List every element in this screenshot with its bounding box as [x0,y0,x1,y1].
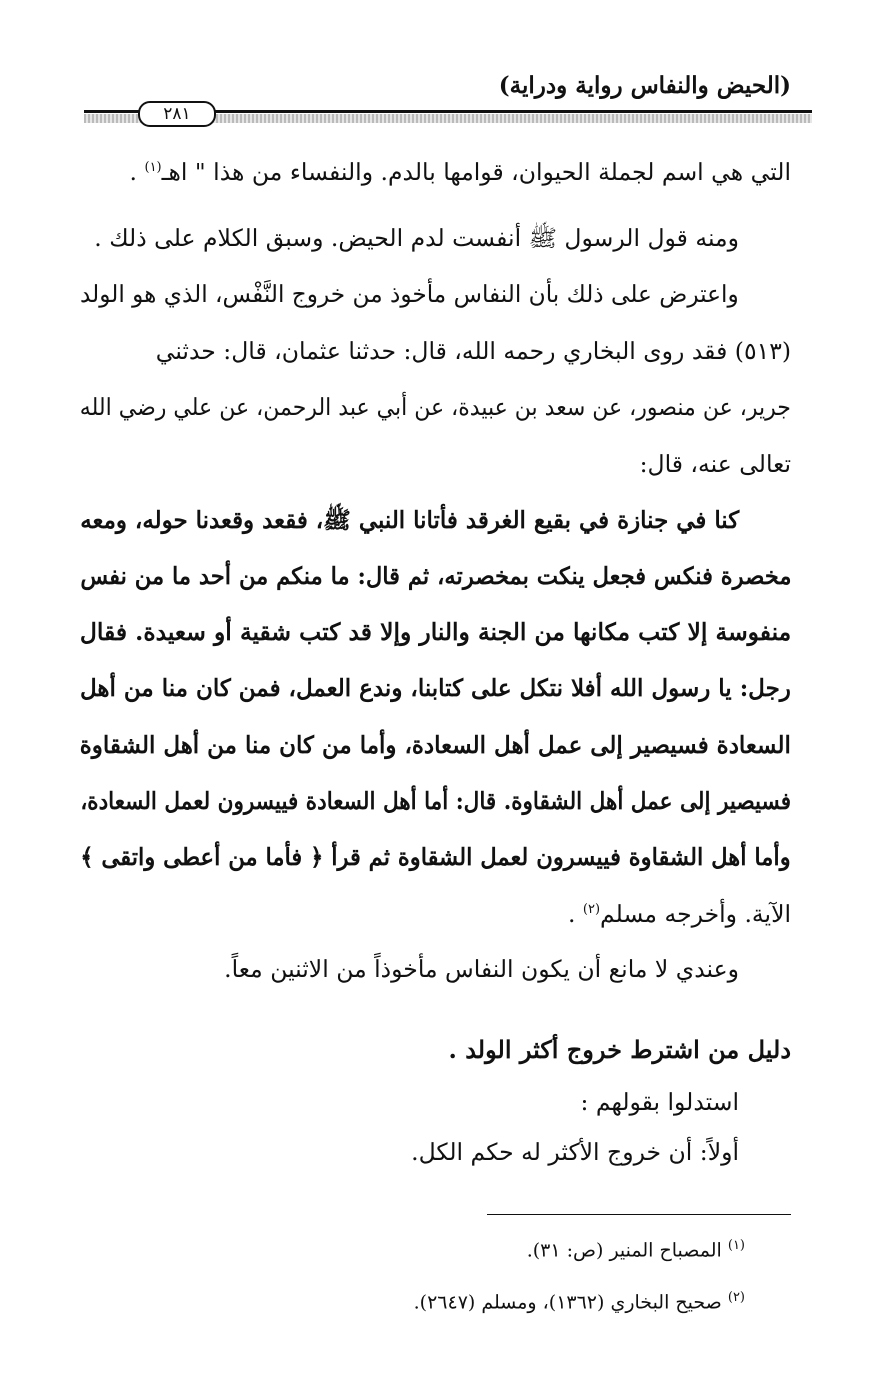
hadith-line-7: وأما أهل الشقاوة فييسرون لعمل الشقاوة ثم قرأ ﴿ فأما من أعطى واتقى ﴾ [80,843,791,871]
hadith-line-5: السعادة فسيصير إلى عمل أهل السعادة، وأما من كان منا من أهل الشقاوة [79,731,791,759]
body-line-6: تعالى عنه، قال: [639,450,791,478]
hadith-line-2: مخصرة فنكس فجعل ينكت بمخصرته، ثم قال: ما منكم من أحد ما من نفس [79,562,791,590]
body-line-2: ومنه قول الرسول ﷺ أنفست لدم الحيض. وسبق الكلام على ذلك . [94,224,739,252]
body-line-3: واعترض على ذلك بأن النفاس مأخوذ من خروج النَّفْس، الذي هو الولد [80,280,739,308]
footnote-1: $^{(١)}$ المصباح المنير (ص: ٣١). [526,1238,745,1262]
body-line-15: وعندي لا مانع أن يكون النفاس مأخوذاً من الاثنين معاً. [224,955,739,983]
body-line-14: الآية. وأخرجه مسلم$^{(٢)}$ . [567,900,791,928]
hadith-line-1: كنا في جنازة في بقيع الغرقد فأتانا النبي ﷺ، فقعد وقعدنا حوله، ومعه [80,506,739,534]
body-line-4: (٥١٣) فقد روى البخاري رحمه الله، قال: حدثنا عثمان، قال: حدثني [155,337,791,365]
section-heading: دليل من اشترط خروج أكثر الولد . [448,1035,791,1064]
page-number: ٢٨١ [138,101,216,127]
body-line-17: استدلوا بقولهم : [580,1088,739,1116]
hadith-line-6: فسيصير إلى عمل أهل الشقاوة. قال: أما أهل السعادة فييسرون لعمل السعادة، [80,787,791,815]
hadith-line-3: منفوسة إلا كتب مكانها من الجنة والنار وإلا قد كتب شقية أو سعيدة. فقال [79,618,791,646]
body-line-18: أولاً: أن خروج الأكثر له حكم الكل. [411,1138,739,1166]
body-line-5: جرير، عن منصور، عن سعد بن عبيدة، عن أبي عبد الرحمن، عن علي رضي الله [79,393,791,421]
footnote-2: $^{(٢)}$ صحيح البخاري (١٣٦٢)، ومسلم (٢٦٤٧). [413,1290,745,1314]
hadith-line-4: رجل: يا رسول الله أفلا نتكل على كتابنا، وندع العمل، فمن كان منا من أهل [80,674,791,702]
running-title: (الحيض والنفاس رواية ودراية) [498,72,791,99]
body-line-1: التي هي اسم لجملة الحيوان، قوامها بالدم. والنفساء من هذا " اهـ$^{(١)}$ . [129,158,791,186]
footnote-marker-2: (٢) [727,1290,745,1305]
footnote-ref-2[interactable]: (٢) [582,902,601,918]
footnote-marker-1: (١) [727,1238,745,1253]
footnote-ref-1[interactable]: (١) [144,160,162,176]
footnote-rule [487,1214,791,1215]
